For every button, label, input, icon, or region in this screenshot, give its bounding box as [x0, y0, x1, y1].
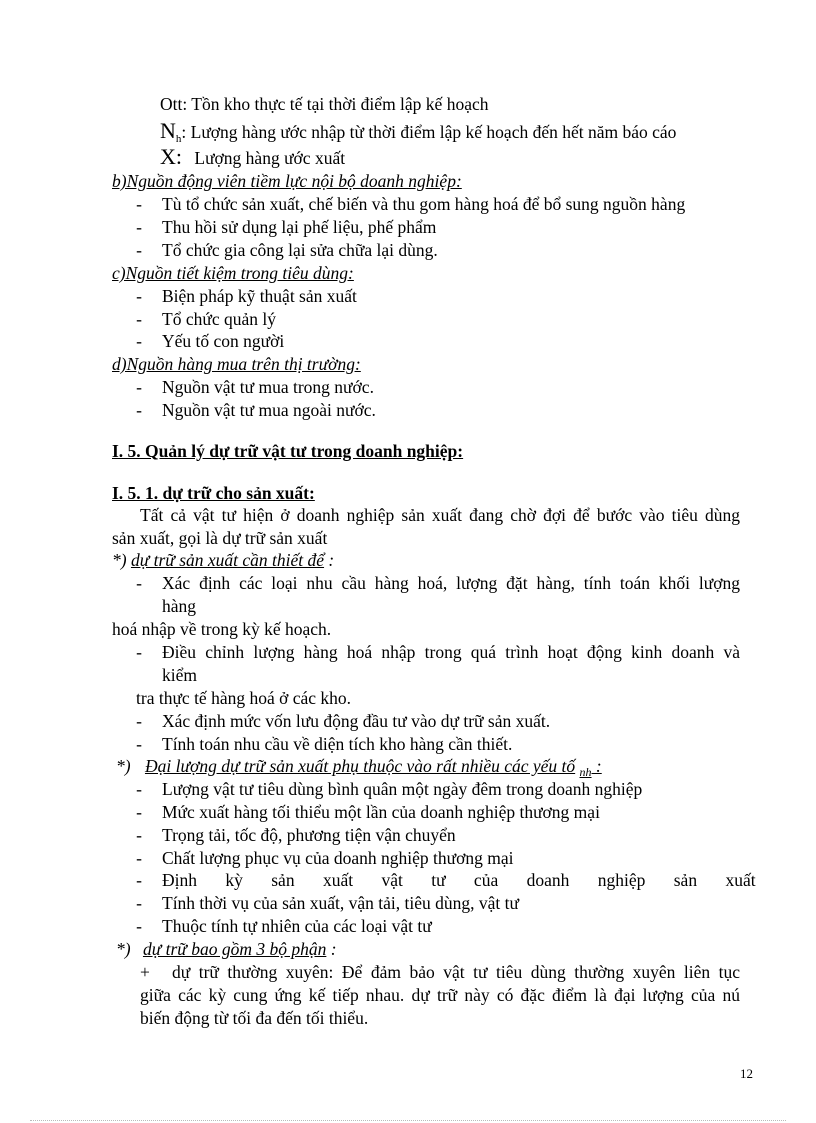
bullet: -	[136, 802, 142, 822]
bullet: -	[136, 779, 142, 799]
list-item-continuation: kiểm	[162, 665, 197, 685]
list-item: Tù tổ chức sản xuất, chế biến và thu gom hàng hoá để bổ sung nguồn hàng	[162, 194, 686, 214]
list-item: Trọng tải, tốc độ, phương tiện vận chuyển	[162, 825, 456, 845]
factors-heading: Đại lượng dự trữ sản xuất phụ thuộc vào rất nhiều các yếu tố	[144, 756, 576, 776]
parts-colon: :	[326, 939, 337, 959]
star-marker: *)	[116, 939, 131, 959]
factors-subscript: nh	[579, 765, 592, 779]
nh-subscript: h	[175, 133, 182, 145]
bullet: -	[136, 916, 142, 936]
list-item: Mức xuất hàng tối thiểu một lần của doanh nghiệp thương mại	[162, 802, 600, 822]
list-item: Chất lượng phục vụ của doanh nghiệp thương mại	[162, 848, 514, 868]
list-item: Định kỳ sản xuất vật tư của doanh nghiệp sản xuất	[162, 870, 756, 890]
bullet: -	[136, 734, 142, 754]
list-item: Thuộc tính tự nhiên của các loại vật tư	[162, 916, 432, 936]
list-item-continuation: hoá nhập về trong kỳ kế hoạch.	[112, 619, 332, 639]
bullet: -	[136, 870, 142, 890]
bullet: -	[136, 309, 142, 329]
paragraph-line: sản xuất, gọi là dự trữ sản xuất	[112, 528, 328, 548]
list-item-continuation: hàng	[162, 596, 197, 616]
section-heading-i5: I. 5. Quản lý dự trữ vật tư trong doanh nghiệp:	[112, 441, 464, 461]
list-item: Tính thời vụ của sản xuất, vận tải, tiêu dùng, vật tư	[162, 893, 519, 913]
bullet: -	[136, 286, 142, 306]
bullet: -	[136, 377, 142, 397]
x-symbol: X:	[160, 144, 182, 169]
page-number: 12	[740, 1066, 753, 1081]
bullet: -	[136, 331, 142, 351]
section-heading-i51: I. 5. 1. dự trữ cho sản xuất:	[112, 483, 315, 503]
x-text: Lượng hàng ước xuất	[194, 148, 346, 168]
paragraph-line: biến động từ tối đa đến tối thiểu.	[140, 1008, 369, 1028]
bullet: -	[136, 893, 142, 913]
list-item: Biện pháp kỹ thuật sản xuất	[162, 286, 357, 306]
x-line	[160, 146, 345, 169]
nh-symbol: N	[160, 118, 176, 143]
ott-line: Ott: Tồn kho thực tế tại thời điểm lập kế hoạch	[160, 94, 489, 114]
list-item: Lượng vật tư tiêu dùng bình quân một ngày đêm trong doanh nghiệp	[162, 779, 643, 799]
need-heading: dự trữ sản xuất cần thiết để	[130, 550, 325, 570]
nh-text: : Lượng hàng ước nhập từ thời điểm lập kế hoạch đến hết năm báo cáo	[181, 122, 677, 142]
list-item: Thu hồi sử dụng lại phế liệu, phế phẩm	[162, 217, 437, 237]
paragraph-line: giữa các kỳ cung ứng kế tiếp nhau. dự trữ này có đặc điểm là đại lượng của nú	[140, 985, 740, 1005]
heading-d: d)Nguồn hàng mua trên thị trường:	[112, 354, 361, 374]
bullet: -	[136, 825, 142, 845]
bullet: -	[136, 194, 142, 214]
parts-heading-line	[116, 938, 337, 960]
list-item: Xác định các loại nhu cầu hàng hoá, lượng đặt hàng, tính toán khối lượng	[162, 573, 740, 593]
list-item: Yếu tố con người	[162, 331, 285, 351]
bullet: -	[136, 848, 142, 868]
need-colon: :	[324, 550, 335, 570]
bullet: -	[136, 711, 142, 731]
list-item: Tổ chức gia công lại sửa chữa lại dùng.	[162, 240, 438, 260]
list-item: Tính toán nhu cầu về diện tích kho hàng cần thiết.	[162, 734, 513, 754]
paragraph-line: Tất cả vật tư hiện ở doanh nghiệp sản xuất đang chờ đợi để bước vào tiêu dùng	[140, 505, 740, 525]
list-item: Tổ chức quản lý	[162, 309, 276, 329]
star-marker: *)	[112, 550, 127, 570]
heading-c: c)Nguồn tiết kiệm trong tiêu dùng:	[112, 263, 354, 283]
factors-colon: :	[591, 756, 602, 776]
bullet: -	[136, 573, 142, 593]
list-item-continuation: tra thực tế hàng hoá ở các kho.	[136, 688, 352, 708]
paragraph-line: dự trữ thường xuyên: Để đảm bảo vật tư tiêu dùng thường xuyên liên tục	[172, 962, 740, 982]
list-item: Nguồn vật tư mua trong nước.	[162, 377, 374, 397]
parts-heading: dự trữ bao gồm 3 bộ phận	[142, 939, 327, 959]
plus-marker: +	[140, 962, 150, 982]
star-marker: *)	[116, 756, 131, 776]
list-item: Nguồn vật tư mua ngoài nước.	[162, 400, 376, 420]
list-item: Điều chỉnh lượng hàng hoá nhập trong quá trình hoạt động kinh doanh và	[162, 642, 740, 662]
bullet: -	[136, 400, 142, 420]
page-footer-divider	[30, 1120, 786, 1121]
bullet: -	[136, 217, 142, 237]
list-item: Xác định mức vốn lưu động đầu tư vào dự trữ sản xuất.	[162, 711, 551, 731]
heading-b: b)Nguồn động viên tiềm lực nội bộ doanh nghiệp:	[112, 171, 462, 191]
bullet: -	[136, 642, 142, 662]
bullet: -	[136, 240, 142, 260]
need-heading-line	[112, 549, 334, 571]
